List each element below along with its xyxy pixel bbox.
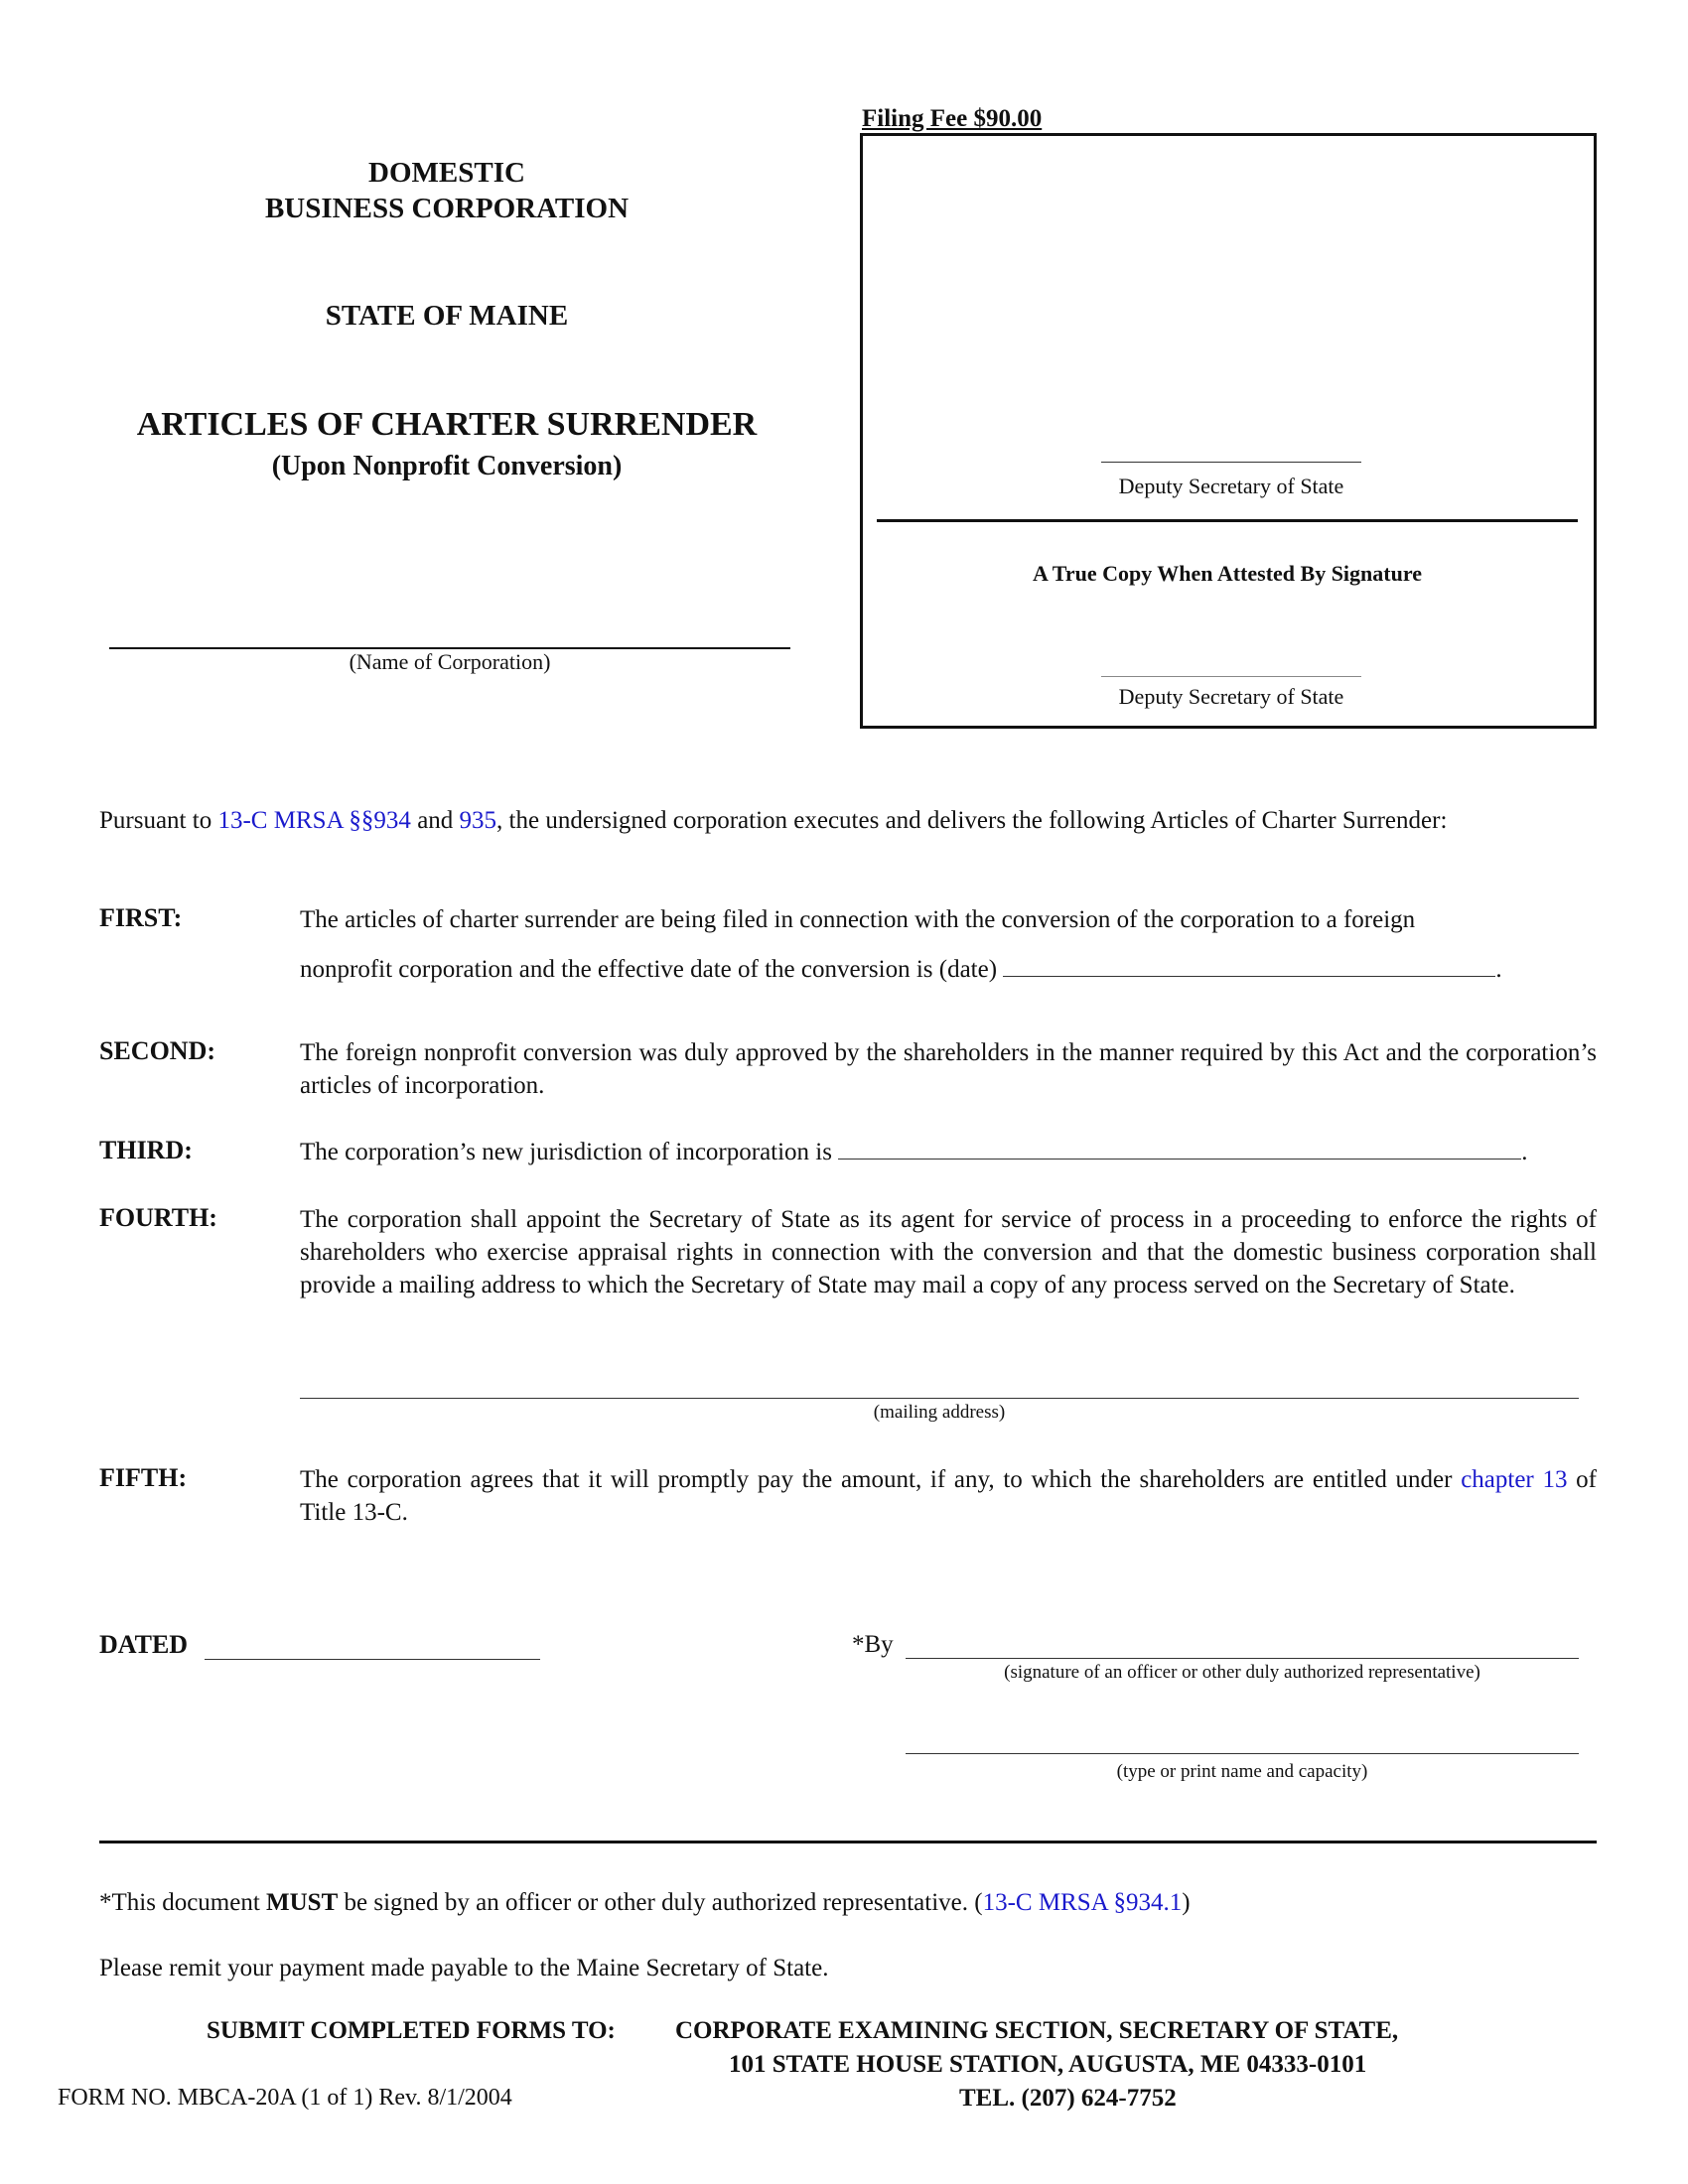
- page-subtitle: (Upon Nonprofit Conversion): [271, 451, 623, 481]
- filing-box: [860, 133, 1597, 729]
- fifth-label: FIFTH:: [99, 1463, 188, 1492]
- chapter-13-link[interactable]: chapter 13: [1461, 1466, 1568, 1493]
- submit-label: SUBMIT COMPLETED FORMS TO:: [207, 2017, 616, 2044]
- deputy-signature-line-1: [1101, 462, 1361, 463]
- deputy-secretary-caption-2: Deputy Secretary of State: [1118, 684, 1344, 709]
- form-number: FORM NO. MBCA-20A (1 of 1) Rev. 8/1/2004: [58, 2085, 512, 2111]
- fifth-text-1: The corporation agrees that it will promptly pay the amount, if any, to which the shareholders are entitled under: [300, 1466, 1462, 1493]
- third-line: The corporation’s new jurisdiction of incorporation is .: [300, 1139, 1528, 1165]
- signature-requirement-note: [99, 1886, 1597, 1920]
- note-text-3: ): [1182, 1889, 1191, 1916]
- fifth-text-2: of Title 13-C.: [300, 1466, 1598, 1526]
- print-name-caption: (type or print name and capacity): [1116, 1761, 1368, 1782]
- signature-field[interactable]: [906, 1658, 1579, 1659]
- intro-paragraph: [99, 804, 1597, 838]
- mailing-address-field[interactable]: [300, 1398, 1579, 1399]
- corporation-name-caption: (Name of Corporation): [349, 649, 551, 674]
- intro-text-1: Pursuant to: [99, 807, 218, 834]
- jurisdiction-field[interactable]: [838, 1137, 1521, 1160]
- third-text: The corporation’s new jurisdiction of incorporation is: [300, 1139, 832, 1165]
- conversion-date-field[interactable]: [1003, 954, 1495, 977]
- note-text-2: be signed by an officer or other duly authorized representative. (: [338, 1889, 983, 1916]
- note-text-1: *This document: [99, 1889, 267, 1916]
- fourth-text: The corporation shall appoint the Secretary of State as its agent for service of process in a proceeding to enforce the rights of shareholders who exercise appraisal rights in connection with the conversion and that the domestic business corporation shall provide a mailing address to which the Secretary of State may mail a copy of any process served on the Secretary of State.: [300, 1206, 1597, 1298]
- print-name-field[interactable]: [906, 1753, 1579, 1754]
- second-text: The foreign nonprofit conversion was duly approved by the shareholders in the manner required by this Act and the corporation’s articles of incorporation.: [300, 1039, 1597, 1099]
- page-title: ARTICLES OF CHARTER SURRENDER: [136, 406, 758, 443]
- dated-field[interactable]: [205, 1659, 540, 1660]
- first-line-1: The articles of charter surrender are being filed in connection with the conversion of the corporation to a foreign: [300, 906, 1416, 933]
- second-label: SECOND:: [99, 1036, 216, 1065]
- statute-link-934[interactable]: 13-C MRSA §§934: [217, 807, 411, 834]
- dated-label: DATED: [99, 1630, 189, 1659]
- mailing-address-caption: (mailing address): [873, 1402, 1006, 1423]
- footer-divider: [99, 1841, 1597, 1843]
- statute-link-935[interactable]: 935: [459, 807, 497, 834]
- telephone: TEL. (207) 624-7752: [959, 2085, 1177, 2112]
- header-line-domestic: DOMESTIC: [368, 157, 525, 189]
- by-label: *By: [852, 1631, 894, 1658]
- first-label: FIRST:: [99, 903, 183, 932]
- fifth-text: [300, 1463, 1597, 1529]
- box-divider: [877, 519, 1578, 522]
- note-must: MUST: [266, 1889, 339, 1916]
- statute-link-934-1[interactable]: 13-C MRSA §934.1: [982, 1889, 1183, 1916]
- filing-fee: Filing Fee $90.00: [862, 105, 1043, 132]
- deputy-signature-line-2: [1101, 676, 1361, 677]
- intro-text-3: , the undersigned corporation executes and delivers the following Articles of Charter Surrender:: [496, 807, 1448, 834]
- first-line-2: nonprofit corporation and the effective date of the conversion is (date) .: [300, 956, 1502, 983]
- signature-caption: (signature of an officer or other duly authorized representative): [1004, 1662, 1480, 1683]
- true-copy-note: A True Copy When Attested By Signature: [1033, 561, 1422, 586]
- header-state: STATE OF MAINE: [325, 300, 569, 332]
- first-text-2: nonprofit corporation and the effective date of the conversion is (date): [300, 956, 998, 983]
- submit-address-line-1: CORPORATE EXAMINING SECTION, SECRETARY OF STATE,: [675, 2017, 1399, 2044]
- remit-note: Please remit your payment made payable to the Maine Secretary of State.: [99, 1955, 829, 1981]
- header-line-business-corporation: BUSINESS CORPORATION: [264, 193, 630, 224]
- fourth-label: FOURTH:: [99, 1203, 217, 1232]
- deputy-secretary-caption-1: Deputy Secretary of State: [1118, 474, 1344, 498]
- submit-address-line-2: 101 STATE HOUSE STATION, AUGUSTA, ME 04333-0101: [729, 2051, 1367, 2078]
- third-label: THIRD:: [99, 1136, 193, 1164]
- intro-text-2: and: [410, 807, 460, 834]
